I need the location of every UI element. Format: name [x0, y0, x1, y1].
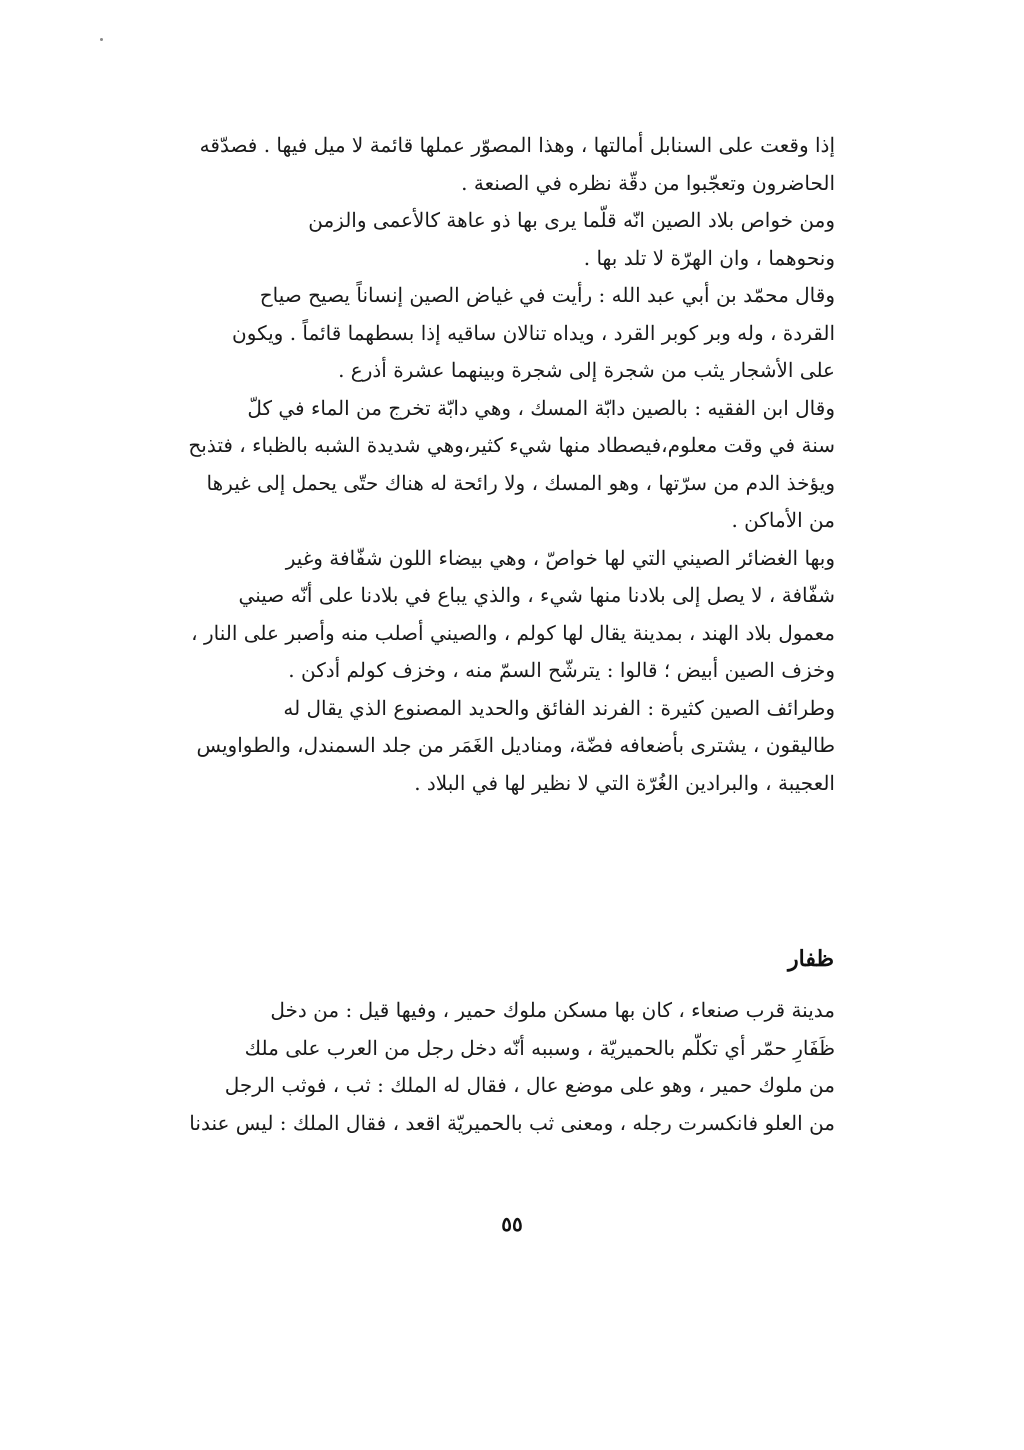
text-line: وطرائف الصين كثيرة : الفرند الفائق والحديد المصنوع الذي يقال له: [283, 695, 835, 720]
text-line: من الأماكن .: [731, 508, 835, 532]
text-line: القردة ، وله وبر كوبر القرد ، ويداه تنالان ساقيه إذا بسطهما قائماً . ويكون: [232, 320, 835, 345]
text-line: الحاضرون وتعجّبوا من دقّة نظره في الصنعة .: [461, 170, 835, 195]
text-line: ويؤخذ الدم من سرّتها ، وهو المسك ، ولا رائحة له هناك حتّى يحمل إلى غيرها: [206, 470, 835, 495]
section-heading: ظفار: [788, 946, 834, 972]
text-line: ومن خواص بلاد الصين انّه قلّما يرى بها ذو عاهة كالأعمى والزمن: [308, 208, 835, 232]
text-line: على الأشجار يثب من شجرة إلى شجرة وبينهما عشرة أذرع .: [338, 358, 835, 382]
text-line: وبها الغضائر الصيني التي لها خواصّ ، وهي بيضاء اللون شفّافة وغير: [285, 545, 835, 570]
text-line: وقال محمّد بن أبي عبد الله : رأيت في غياض الصين إنساناً يصيح صياح: [259, 283, 835, 307]
body-text-block-1: [140, 127, 835, 802]
body-text-block-2: [140, 992, 835, 1142]
scan-speck: [100, 38, 103, 41]
text-line: طاليقون ، يشترى بأضعافه فضّة، ومناديل الغَمَر من جلد السمندل، والطواويس: [196, 733, 835, 757]
text-line: من ملوك حمير ، وهو على موضع عال ، فقال له الملك : ثب ، فوثب الرجل: [224, 1073, 835, 1097]
text-line: ونحوهما ، وان الهرّة لا تلد بها .: [583, 245, 835, 270]
text-line: معمول بلاد الهند ، بمدينة يقال لها كولم ، والصيني أصلب منه وأصبر على النار ،: [191, 620, 835, 645]
text-line: العجيبة ، والبرادين الغُرّة التي لا نظير لها في البلاد .: [414, 770, 835, 795]
text-line: سنة في وقت معلوم،فيصطاد منها شيء كثير،وهي شديدة الشبه بالظباء ، فتذبح: [188, 433, 835, 457]
text-line: مدينة قرب صنعاء ، كان بها مسكن ملوك حمير ، وفيها قيل : من دخل: [270, 998, 835, 1022]
text-line: من العلو فانكسرت رجله ، ومعنى ثب بالحميريّة اقعد ، فقال الملك : ليس عندنا: [189, 1110, 835, 1135]
text-line: ظَفَارِ حمّر أي تكلّم بالحميريّة ، وسببه أنّه دخل رجل من العرب على ملك: [244, 1035, 835, 1060]
page-number: ٥٥: [501, 1212, 523, 1236]
text-line: وخزف الصين أبيض ؛ قالوا : يترشّح السمّ منه ، وخزف كولم أدكن .: [288, 658, 835, 682]
text-line: وقال ابن الفقيه : بالصين دابّة المسك ، وهي دابّة تخرج من الماء في كلّ: [247, 395, 835, 420]
text-line: شفّافة ، لا يصل إلى بلادنا منها شيء ، والذي يباع في بلادنا على أنّه صيني: [238, 583, 835, 607]
text-line: إذا وقعت على السنابل أمالتها ، وهذا المصوّر عملها قائمة لا ميل فيها . فصدّقه: [199, 133, 835, 157]
